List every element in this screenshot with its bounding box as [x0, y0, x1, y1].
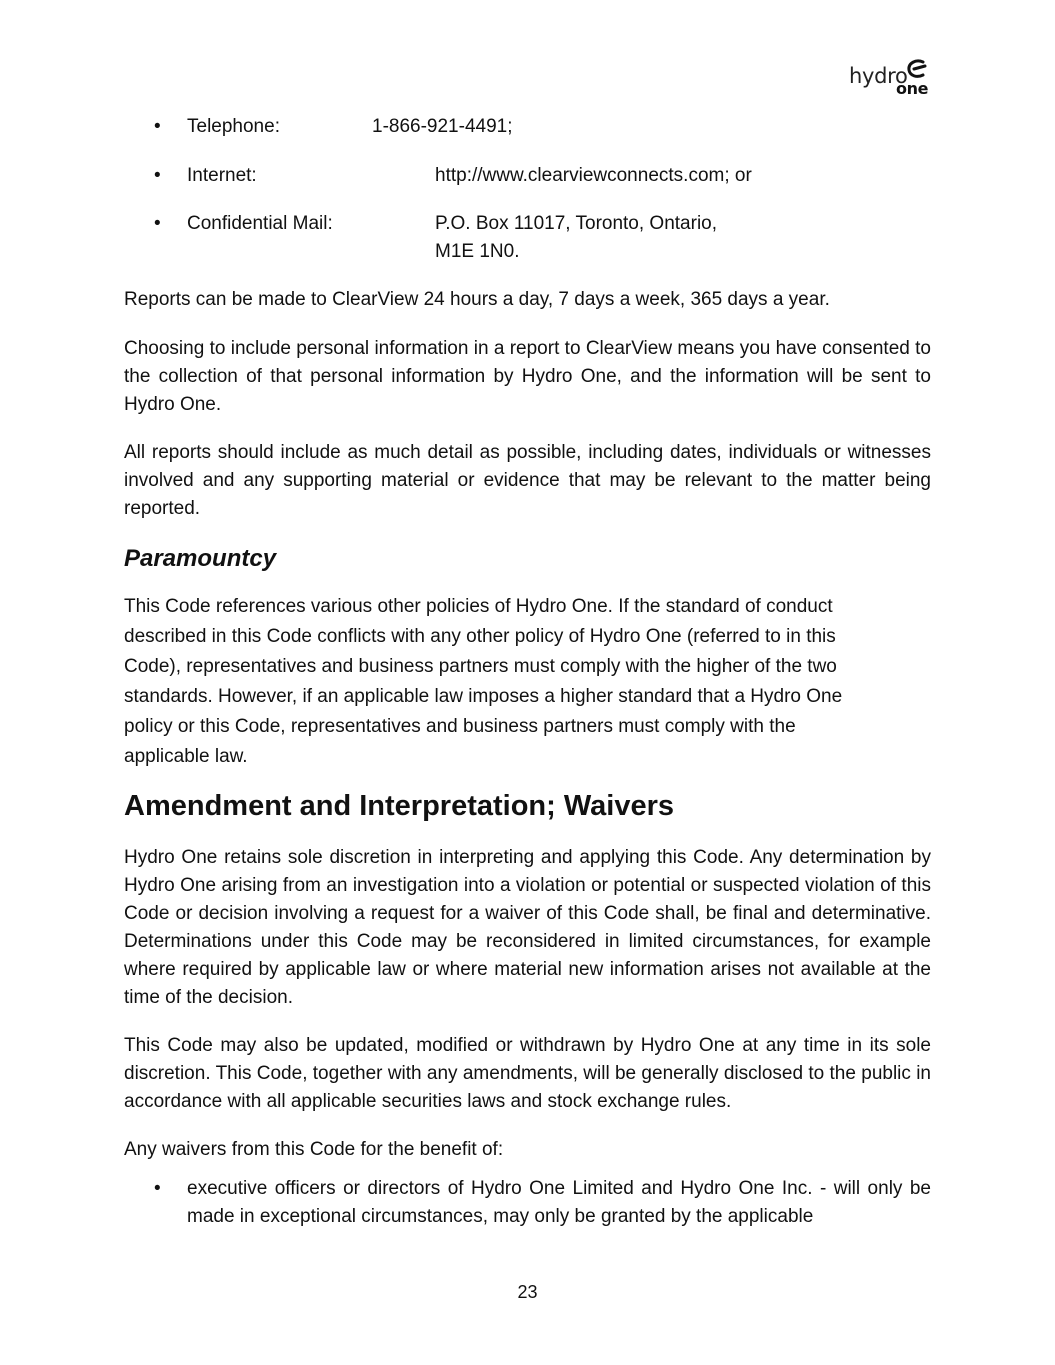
- contact-label: Confidential Mail:: [187, 213, 333, 234]
- hydro-one-logo: [849, 58, 929, 100]
- reports-availability-paragraph: Reports can be made to ClearView 24 hours a day, 7 days a week, 365 days a year.: [124, 289, 830, 310]
- contact-telephone: [154, 113, 854, 141]
- contact-label: Telephone:: [187, 116, 280, 137]
- waivers-intro-paragraph: Any waivers from this Code for the benefit of:: [124, 1139, 504, 1160]
- bullet-icon: •: [154, 116, 161, 137]
- updates-paragraph: This Code may also be updated, modified or withdrawn by Hydro One at any time in its sole discretion. This Code, together with any amendments, will be generally disclosed to the public in accordance with all applicable securities laws and stock exchange rules.: [124, 1035, 931, 1112]
- contact-value-line2: M1E 1N0.: [435, 241, 520, 262]
- contact-value: http://www.clearviewconnects.com; or: [435, 165, 752, 186]
- paramountcy-line: Code), representatives and business partners must comply with the higher of the two: [124, 656, 837, 677]
- contact-mail: [154, 210, 854, 266]
- paramountcy-line: policy or this Code, representatives and business partners must comply with the: [124, 716, 796, 737]
- contact-value: P.O. Box 11017, Toronto, Ontario,: [435, 213, 718, 234]
- paramountcy-heading: Paramountcy: [124, 545, 277, 572]
- bullet-icon: •: [154, 165, 161, 186]
- paramountcy-paragraph: [124, 592, 931, 772]
- logo-sub: one: [896, 79, 929, 98]
- amendment-heading: Amendment and Interpretation; Waivers: [124, 790, 675, 822]
- paramountcy-line: described in this Code conflicts with any other policy of Hydro One (referred to in this: [124, 626, 836, 647]
- logo-word: hydro: [849, 64, 908, 88]
- personal-info-paragraph: Choosing to include personal information in a report to ClearView means you have consented to the collection of that personal information by Hydro One, and the information will be sent to Hydro One.: [124, 338, 931, 415]
- bullet-icon: •: [154, 213, 161, 234]
- contact-label: Internet:: [187, 165, 257, 186]
- waiver-bullet-text: executive officers or directors of Hydro One Limited and Hydro One Inc. - will only be made in exceptional circumstances, may only be granted by the applicable: [187, 1178, 931, 1227]
- contact-internet: [154, 162, 854, 190]
- paramountcy-line: standards. However, if an applicable law imposes a higher standard that a Hydro One: [124, 686, 843, 707]
- bullet-icon: •: [154, 1178, 161, 1199]
- paramountcy-line: applicable law.: [124, 746, 248, 767]
- interpretation-paragraph: Hydro One retains sole discretion in interpreting and applying this Code. Any determination by Hydro One arising from an investigation into a violation or potential or suspected violation of this Code or decision involving a request for a waiver of this Code shall, be final and determinative. Determinations under this Code may be reconsidered in limited circumstances, for example where required by applicable law or where material new information arises not available at the time of the decision.: [124, 847, 931, 1008]
- report-detail-paragraph: All reports should include as much detail as possible, including dates, individuals or witnesses involved and any supporting material or evidence that may be relevant to the matter being reported.: [124, 442, 931, 519]
- page-number: 23: [517, 1282, 538, 1302]
- paramountcy-line: This Code references various other policies of Hydro One. If the standard of conduct: [124, 596, 833, 617]
- contact-value: 1-866-921-4491;: [372, 116, 513, 137]
